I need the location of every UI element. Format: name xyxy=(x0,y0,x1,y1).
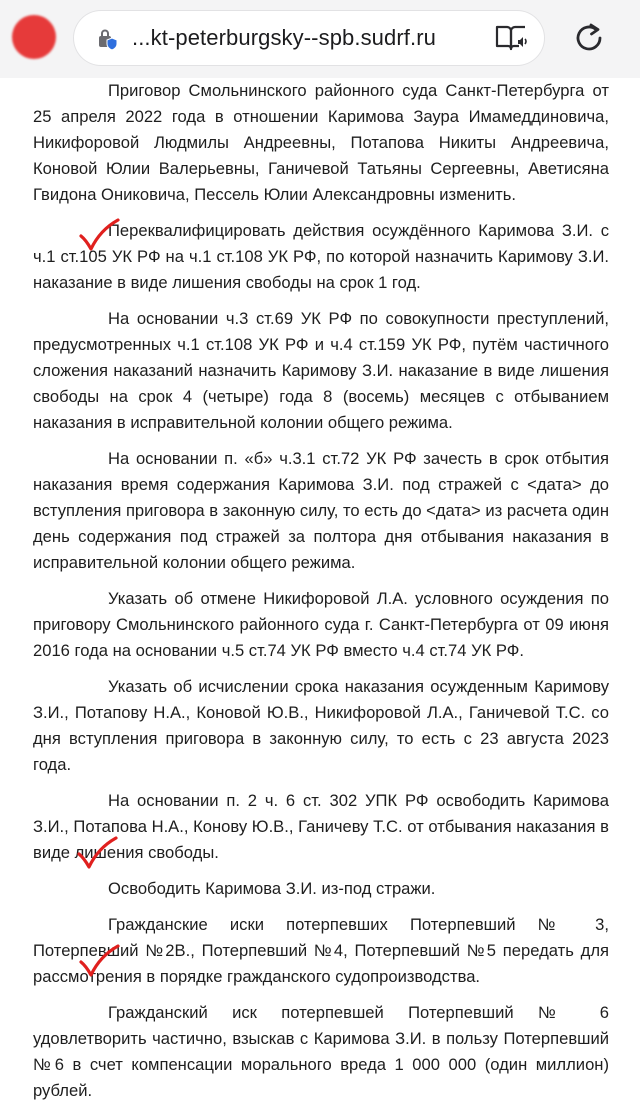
paragraph-4: На основании п. «б» ч.3.1 ст.72 УК РФ зачесть в срок отбытия наказания время содержания Каримова З.И. под стражей с <дата> до вступления приговора в законную силу, то есть до <дата> из расчета один день содержания под стражей за полтора дня отбывания наказания в исправительной колонии общего режима. xyxy=(33,449,609,572)
paragraph-2: Переквалифицировать действия осуждённого Каримова З.И. с ч.1 ст.105 УК РФ на ч.1 ст.108 УК РФ, по которой назначить Каримову З.И. наказание в виде лишения свободы на срок 1 год. xyxy=(33,221,609,292)
browser-toolbar xyxy=(0,0,640,78)
paragraph-6: Указать об исчислении срока наказания осужденным Каримову З.И., Потапову Н.А., Коновой Ю.В., Никифоровой Л.А., Ганичевой Т.С. со дня вступления приговора в законную силу, то есть с 23 августа 2023 года. xyxy=(33,677,609,774)
shield-lock-icon xyxy=(96,27,120,51)
url-text: ...kt-peterburgsky--spb.sudrf.ru xyxy=(132,25,436,50)
paragraph-8: Освободить Каримова З.И. из-под стражи. xyxy=(108,879,436,898)
paragraph-10: Гражданский иск потерпевшей Потерпевший № 6 удовлетворить частично, взыскав с Каримова З.И. в пользу Потерпевший №6 в счет компенсации морального вреда 1 000 000 (один миллион) рублей. xyxy=(33,1003,609,1100)
checkmark-icon xyxy=(76,836,118,870)
paragraph-3: На основании ч.3 ст.69 УК РФ по совокупности преступлений, предусмотренных ч.1 ст.108 УК РФ и ч.4 ст.159 УК РФ, путём частичного сложения наказаний назначить Каримову З.И. наказание в виде лишения свободы на срок 4 (четыре) года 8 (восемь) месяцев с отбыванием наказания в исправительной колонии общего режима. xyxy=(33,309,609,432)
reader-listen-icon[interactable] xyxy=(494,23,528,53)
address-bar[interactable] xyxy=(74,11,544,65)
reload-icon[interactable] xyxy=(572,21,606,55)
paragraph-7: На основании п. 2 ч. 6 ст. 302 УПК РФ освободить Каримова З.И., Потапова Н.А., Конову Ю.В., Ганичеву Т.С. от отбывания наказания в виде лишения свободы. xyxy=(33,791,609,862)
paragraph-1: Приговор Смольнинского районного суда Санкт-Петербурга от 25 апреля 2022 года в отношении Каримова Заура Имамеддиновича, Никифоровой Людмилы Андреевны, Потапова Никиты Андреевича, Коновой Юлии Валерьевны, Ганичевой Татьяны Сергеевны, Аветисяна Гвидона Ониковича, Пессель Юлии Александровны изменить. xyxy=(33,81,609,204)
profile-avatar[interactable] xyxy=(12,15,56,59)
paragraph-5: Указать об отмене Никифоровой Л.А. условного осуждения по приговору Смольнинского районного суда г. Санкт-Петербурга от 09 июня 2016 года на основании ч.5 ст.74 УК РФ вместо ч.4 ст.74 УК РФ. xyxy=(33,589,609,660)
checkmark-icon xyxy=(78,218,120,252)
paragraph-9: Гражданские иски потерпевших Потерпевший № 3, Потерпевший №2В., Потерпевший №4, Потерпевший №5 передать для рассмотрения в порядке гражданского судопроизводства. xyxy=(33,915,609,986)
checkmark-icon xyxy=(78,944,120,978)
